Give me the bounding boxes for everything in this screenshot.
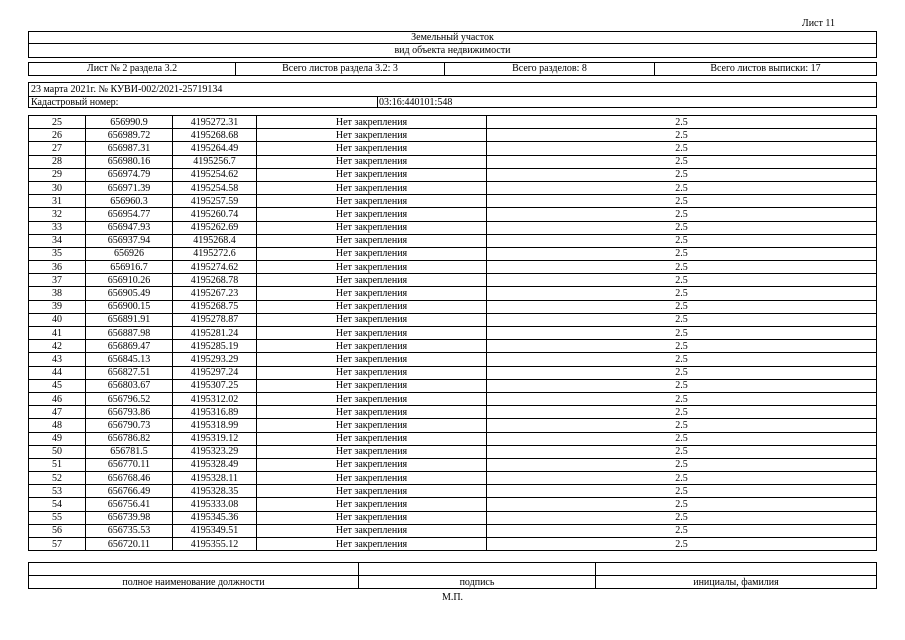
object-type-subtitle: вид объекта недвижимости <box>28 44 877 58</box>
coord-y-cell: 4195328.11 <box>173 472 257 485</box>
point-number-cell: 42 <box>29 340 86 353</box>
object-type-title: Земельный участок <box>28 31 877 44</box>
table-row <box>29 538 877 551</box>
coord-y-cell: 4195264.49 <box>173 142 257 155</box>
table-row <box>29 379 877 392</box>
table-row <box>29 181 877 194</box>
coord-x-cell: 656980.16 <box>86 155 173 168</box>
point-number-cell: 25 <box>29 116 86 129</box>
point-number-cell: 37 <box>29 274 86 287</box>
point-number-cell: 56 <box>29 524 86 537</box>
name-field <box>596 563 877 576</box>
coord-x-cell: 656910.26 <box>86 274 173 287</box>
signature-field <box>359 563 596 576</box>
coord-y-cell: 4195272.31 <box>173 116 257 129</box>
table-row <box>29 208 877 221</box>
coord-x-cell: 656720.11 <box>86 538 173 551</box>
fixation-method-cell: Нет закрепления <box>257 300 487 313</box>
stamp-place-label: М.П. <box>441 592 464 603</box>
point-number-cell: 35 <box>29 247 86 260</box>
accuracy-cell: 2.5 <box>487 129 877 142</box>
coordinates-table <box>28 115 877 551</box>
coord-x-cell: 656900.15 <box>86 300 173 313</box>
coord-x-cell: 656947.93 <box>86 221 173 234</box>
accuracy-cell: 2.5 <box>487 234 877 247</box>
coord-x-cell: 656756.41 <box>86 498 173 511</box>
accuracy-cell: 2.5 <box>487 419 877 432</box>
table-row <box>29 366 877 379</box>
coord-x-cell: 656790.73 <box>86 419 173 432</box>
point-number-cell: 46 <box>29 392 86 405</box>
fixation-method-cell: Нет закрепления <box>257 458 487 471</box>
coord-x-cell: 656869.47 <box>86 340 173 353</box>
table-row <box>29 155 877 168</box>
table-row <box>29 261 877 274</box>
divider <box>377 96 378 107</box>
table-row <box>29 234 877 247</box>
coord-y-cell: 4195328.35 <box>173 485 257 498</box>
divider <box>29 96 876 97</box>
coord-y-cell: 4195278.87 <box>173 313 257 326</box>
fixation-method-cell: Нет закрепления <box>257 392 487 405</box>
coord-y-cell: 4195268.78 <box>173 274 257 287</box>
coord-x-cell: 656781.5 <box>86 445 173 458</box>
fixation-method-cell: Нет закрепления <box>257 155 487 168</box>
table-row <box>29 432 877 445</box>
fixation-method-cell: Нет закрепления <box>257 498 487 511</box>
coord-x-cell: 656768.46 <box>86 472 173 485</box>
coord-x-cell: 656887.98 <box>86 327 173 340</box>
coord-y-cell: 4195272.6 <box>173 247 257 260</box>
accuracy-cell: 2.5 <box>487 485 877 498</box>
accuracy-cell: 2.5 <box>487 432 877 445</box>
accuracy-cell: 2.5 <box>487 379 877 392</box>
table-row <box>29 300 877 313</box>
accuracy-cell: 2.5 <box>487 116 877 129</box>
table-row <box>29 406 877 419</box>
coord-y-cell: 4195260.74 <box>173 208 257 221</box>
point-number-cell: 30 <box>29 181 86 194</box>
accuracy-cell: 2.5 <box>487 445 877 458</box>
table-row <box>29 472 877 485</box>
coord-x-cell: 656954.77 <box>86 208 173 221</box>
point-number-cell: 27 <box>29 142 86 155</box>
table-row <box>29 524 877 537</box>
table-row <box>29 116 877 129</box>
table-row <box>29 458 877 471</box>
fixation-method-cell: Нет закрепления <box>257 142 487 155</box>
point-number-cell: 43 <box>29 353 86 366</box>
table-row <box>29 313 877 326</box>
coord-x-cell: 656827.51 <box>86 366 173 379</box>
point-number-cell: 39 <box>29 300 86 313</box>
table-row <box>29 445 877 458</box>
fixation-method-cell: Нет закрепления <box>257 445 487 458</box>
coord-x-cell: 656793.86 <box>86 406 173 419</box>
position-label: полное наименование должности <box>29 576 359 589</box>
coord-y-cell: 4195293.29 <box>173 353 257 366</box>
table-row <box>29 392 877 405</box>
table-row <box>29 327 877 340</box>
point-number-cell: 54 <box>29 498 86 511</box>
coord-y-cell: 4195355.12 <box>173 538 257 551</box>
accuracy-cell: 2.5 <box>487 406 877 419</box>
coord-y-cell: 4195281.24 <box>173 327 257 340</box>
point-number-cell: 33 <box>29 221 86 234</box>
accuracy-cell: 2.5 <box>487 155 877 168</box>
coord-x-cell: 656916.7 <box>86 261 173 274</box>
coord-x-cell: 656735.53 <box>86 524 173 537</box>
sheet-of-section: Лист № 2 раздела 3.2 <box>29 63 236 76</box>
coord-y-cell: 4195274.62 <box>173 261 257 274</box>
accuracy-cell: 2.5 <box>487 538 877 551</box>
accuracy-cell: 2.5 <box>487 247 877 260</box>
point-number-cell: 51 <box>29 458 86 471</box>
table-row <box>29 419 877 432</box>
coord-x-cell: 656739.98 <box>86 511 173 524</box>
accuracy-cell: 2.5 <box>487 472 877 485</box>
fixation-method-cell: Нет закрепления <box>257 538 487 551</box>
point-number-cell: 53 <box>29 485 86 498</box>
accuracy-cell: 2.5 <box>487 392 877 405</box>
signature-label: подпись <box>359 576 596 589</box>
coord-x-cell: 656845.13 <box>86 353 173 366</box>
coord-y-cell: 4195254.62 <box>173 168 257 181</box>
accuracy-cell: 2.5 <box>487 524 877 537</box>
fixation-method-cell: Нет закрепления <box>257 419 487 432</box>
accuracy-cell: 2.5 <box>487 208 877 221</box>
fixation-method-cell: Нет закрепления <box>257 432 487 445</box>
table-row <box>29 498 877 511</box>
point-number-cell: 52 <box>29 472 86 485</box>
coord-x-cell: 656796.52 <box>86 392 173 405</box>
coord-y-cell: 4195268.75 <box>173 300 257 313</box>
fixation-method-cell: Нет закрепления <box>257 287 487 300</box>
fixation-method-cell: Нет закрепления <box>257 247 487 260</box>
total-sheets-section: Всего листов раздела 3.2: 3 <box>236 63 445 76</box>
table-row <box>29 287 877 300</box>
coord-x-cell: 656990.9 <box>86 116 173 129</box>
accuracy-cell: 2.5 <box>487 300 877 313</box>
point-number-cell: 41 <box>29 327 86 340</box>
point-number-cell: 47 <box>29 406 86 419</box>
coord-y-cell: 4195256.7 <box>173 155 257 168</box>
accuracy-cell: 2.5 <box>487 353 877 366</box>
point-number-cell: 40 <box>29 313 86 326</box>
fixation-method-cell: Нет закрепления <box>257 274 487 287</box>
accuracy-cell: 2.5 <box>487 327 877 340</box>
total-sections: Всего разделов: 8 <box>445 63 655 76</box>
coord-x-cell: 656770.11 <box>86 458 173 471</box>
point-number-cell: 38 <box>29 287 86 300</box>
table-row <box>29 168 877 181</box>
point-number-cell: 26 <box>29 129 86 142</box>
coord-x-cell: 656926 <box>86 247 173 260</box>
point-number-cell: 28 <box>29 155 86 168</box>
coord-x-cell: 656786.82 <box>86 432 173 445</box>
fixation-method-cell: Нет закрепления <box>257 116 487 129</box>
coord-y-cell: 4195349.51 <box>173 524 257 537</box>
point-number-cell: 31 <box>29 195 86 208</box>
fixation-method-cell: Нет закрепления <box>257 406 487 419</box>
point-number-cell: 49 <box>29 432 86 445</box>
fixation-method-cell: Нет закрепления <box>257 168 487 181</box>
coord-x-cell: 656905.49 <box>86 287 173 300</box>
fixation-method-cell: Нет закрепления <box>257 327 487 340</box>
fixation-method-cell: Нет закрепления <box>257 181 487 194</box>
accuracy-cell: 2.5 <box>487 181 877 194</box>
fixation-method-cell: Нет закрепления <box>257 221 487 234</box>
point-number-cell: 45 <box>29 379 86 392</box>
coord-y-cell: 4195328.49 <box>173 458 257 471</box>
extract-date-number: 23 марта 2021г. № КУВИ-002/2021-25719134 <box>31 84 223 95</box>
coord-y-cell: 4195268.4 <box>173 234 257 247</box>
position-field <box>29 563 359 576</box>
point-number-cell: 44 <box>29 366 86 379</box>
fixation-method-cell: Нет закрепления <box>257 261 487 274</box>
fixation-method-cell: Нет закрепления <box>257 195 487 208</box>
summary-table <box>28 62 877 76</box>
accuracy-cell: 2.5 <box>487 511 877 524</box>
point-number-cell: 48 <box>29 419 86 432</box>
coord-x-cell: 656803.67 <box>86 379 173 392</box>
coord-x-cell: 656987.31 <box>86 142 173 155</box>
table-row <box>29 511 877 524</box>
fixation-method-cell: Нет закрепления <box>257 340 487 353</box>
table-row <box>29 274 877 287</box>
coord-y-cell: 4195262.69 <box>173 221 257 234</box>
coord-y-cell: 4195257.59 <box>173 195 257 208</box>
signature-footer <box>28 562 877 589</box>
coord-x-cell: 656974.79 <box>86 168 173 181</box>
name-label: инициалы, фамилия <box>596 576 877 589</box>
point-number-cell: 55 <box>29 511 86 524</box>
sheet-number: Лист 11 <box>801 18 835 29</box>
total-sheets-extract: Всего листов выписки: 17 <box>655 63 877 76</box>
table-row <box>29 221 877 234</box>
coord-y-cell: 4195268.68 <box>173 129 257 142</box>
accuracy-cell: 2.5 <box>487 313 877 326</box>
accuracy-cell: 2.5 <box>487 366 877 379</box>
coord-y-cell: 4195312.02 <box>173 392 257 405</box>
point-number-cell: 29 <box>29 168 86 181</box>
table-row <box>29 340 877 353</box>
coord-y-cell: 4195345.36 <box>173 511 257 524</box>
accuracy-cell: 2.5 <box>487 221 877 234</box>
fixation-method-cell: Нет закрепления <box>257 366 487 379</box>
fixation-method-cell: Нет закрепления <box>257 485 487 498</box>
cadastral-number: 03:16:440101:548 <box>379 97 453 108</box>
extract-info <box>28 82 877 108</box>
fixation-method-cell: Нет закрепления <box>257 524 487 537</box>
coord-x-cell: 656891.91 <box>86 313 173 326</box>
coord-x-cell: 656766.49 <box>86 485 173 498</box>
fixation-method-cell: Нет закрепления <box>257 313 487 326</box>
fixation-method-cell: Нет закрепления <box>257 511 487 524</box>
fixation-method-cell: Нет закрепления <box>257 353 487 366</box>
coord-x-cell: 656960.3 <box>86 195 173 208</box>
accuracy-cell: 2.5 <box>487 142 877 155</box>
accuracy-cell: 2.5 <box>487 340 877 353</box>
fixation-method-cell: Нет закрепления <box>257 472 487 485</box>
point-number-cell: 50 <box>29 445 86 458</box>
point-number-cell: 36 <box>29 261 86 274</box>
point-number-cell: 57 <box>29 538 86 551</box>
table-row <box>29 247 877 260</box>
table-row <box>29 485 877 498</box>
coord-y-cell: 4195254.58 <box>173 181 257 194</box>
accuracy-cell: 2.5 <box>487 274 877 287</box>
fixation-method-cell: Нет закрепления <box>257 208 487 221</box>
coord-y-cell: 4195323.29 <box>173 445 257 458</box>
table-row <box>29 353 877 366</box>
table-row <box>29 129 877 142</box>
coord-y-cell: 4195316.89 <box>173 406 257 419</box>
coord-x-cell: 656971.39 <box>86 181 173 194</box>
accuracy-cell: 2.5 <box>487 261 877 274</box>
coord-y-cell: 4195297.24 <box>173 366 257 379</box>
accuracy-cell: 2.5 <box>487 287 877 300</box>
fixation-method-cell: Нет закрепления <box>257 234 487 247</box>
fixation-method-cell: Нет закрепления <box>257 129 487 142</box>
accuracy-cell: 2.5 <box>487 195 877 208</box>
coord-y-cell: 4195285.19 <box>173 340 257 353</box>
table-row <box>29 195 877 208</box>
coord-x-cell: 656989.72 <box>86 129 173 142</box>
accuracy-cell: 2.5 <box>487 168 877 181</box>
accuracy-cell: 2.5 <box>487 498 877 511</box>
coord-y-cell: 4195319.12 <box>173 432 257 445</box>
point-number-cell: 32 <box>29 208 86 221</box>
point-number-cell: 34 <box>29 234 86 247</box>
coord-y-cell: 4195307.25 <box>173 379 257 392</box>
coord-y-cell: 4195333.08 <box>173 498 257 511</box>
accuracy-cell: 2.5 <box>487 458 877 471</box>
fixation-method-cell: Нет закрепления <box>257 379 487 392</box>
coord-x-cell: 656937.94 <box>86 234 173 247</box>
table-row <box>29 142 877 155</box>
coord-y-cell: 4195318.99 <box>173 419 257 432</box>
coord-y-cell: 4195267.23 <box>173 287 257 300</box>
cadastral-label: Кадастровый номер: <box>31 97 119 108</box>
